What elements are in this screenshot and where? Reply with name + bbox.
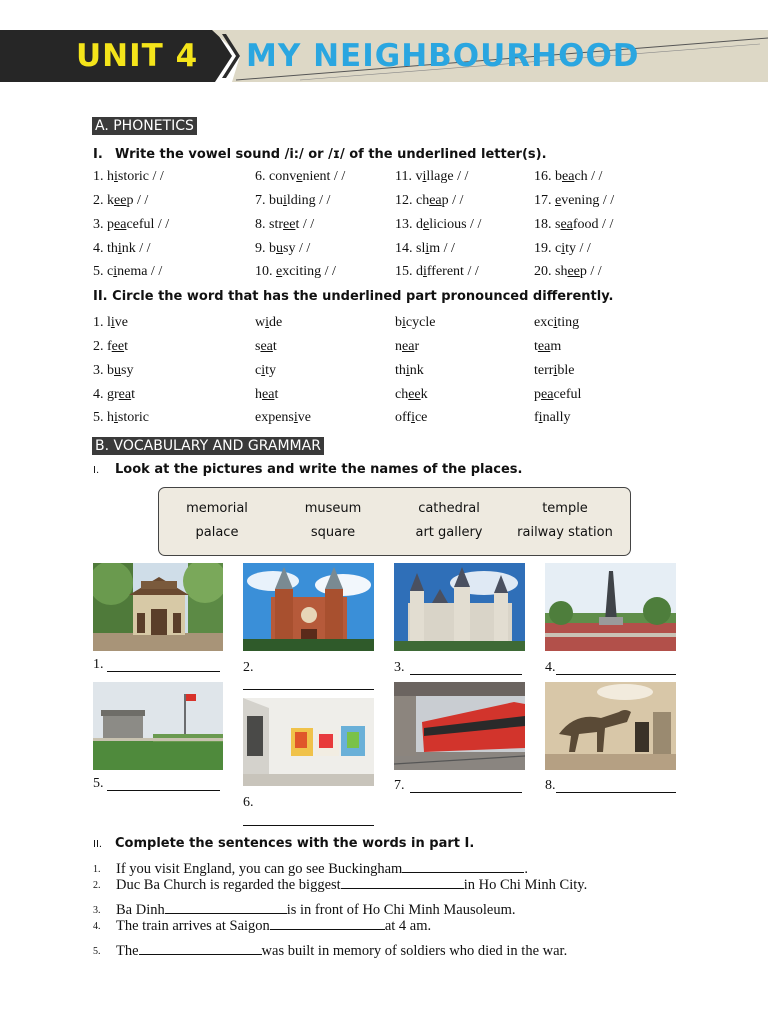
word-item[interactable] (93, 193, 148, 209)
answer-line-7[interactable] (410, 792, 522, 793)
word-part: 1. l (93, 315, 111, 330)
sentence-blank[interactable] (270, 918, 385, 930)
word-part: 1. h (93, 169, 114, 184)
word-item[interactable] (534, 241, 591, 257)
underlined-letters: ea (562, 169, 575, 184)
underlined-letters: e (296, 169, 303, 184)
underlined-letters: ea (402, 339, 415, 354)
task-number: II. (93, 839, 103, 850)
word-part: 17. (534, 193, 555, 208)
picture-temple (93, 563, 223, 651)
word-part: 3. b (93, 363, 114, 378)
section-a-heading: A. PHONETICS (92, 117, 197, 135)
sentence-5 (93, 943, 568, 960)
word-part: terr (534, 363, 554, 378)
word-item[interactable] (255, 410, 311, 426)
word-part: ting (557, 315, 580, 330)
picture-railway-station (394, 682, 525, 770)
word-part: w (255, 315, 266, 330)
word-part: 9. b (255, 241, 276, 256)
word-part: 14. sl (395, 241, 426, 256)
word-part: 19. c (534, 241, 562, 256)
picture-label-7 (394, 778, 405, 794)
word-part: 13. d (395, 217, 423, 232)
underlined-letters: ea (262, 387, 275, 402)
underlined-letters: ea (118, 387, 132, 402)
underlined-letters: ee (283, 217, 296, 232)
word-item[interactable] (93, 241, 151, 257)
word-item[interactable] (534, 169, 602, 185)
label-number: 5. (93, 776, 104, 791)
word-part: t (534, 339, 538, 354)
word-part: ceful / / (126, 217, 170, 232)
word-item[interactable] (255, 169, 345, 185)
answer-line-5[interactable] (107, 790, 220, 791)
sentence-blank[interactable] (139, 943, 262, 955)
word-part: ty / / (565, 241, 591, 256)
sentence-number: 3. (93, 905, 101, 916)
underlined-letters: i (422, 169, 427, 184)
underlined-letters: i (110, 315, 115, 330)
task-b1-instruction (93, 462, 523, 477)
sentence-text: The train arrives at Saigon (116, 918, 270, 934)
picture-label-1 (93, 657, 104, 673)
word-item[interactable] (395, 363, 424, 379)
word-part: t (131, 387, 135, 402)
word-part: cycle (405, 315, 436, 330)
task-a2-instruction (93, 289, 613, 304)
underlined-letters: u (276, 241, 283, 256)
answer-line-8[interactable] (556, 792, 676, 793)
word-part: ble (557, 363, 575, 378)
word-part: 5. c (93, 264, 114, 279)
picture-label-4 (545, 660, 556, 676)
word-item[interactable] (93, 387, 135, 403)
underlined-letters: i (114, 169, 118, 184)
sentence-blank[interactable] (402, 861, 524, 873)
word-item[interactable] (93, 410, 149, 426)
word-item[interactable] (93, 217, 169, 233)
answer-line-2[interactable] (243, 689, 374, 690)
word-part: 12. ch (395, 193, 430, 208)
word-item[interactable] (395, 387, 428, 403)
word-part: 7. bu (255, 193, 283, 208)
word-part: 6. conv (255, 169, 297, 184)
underlined-letters: i (423, 264, 427, 279)
task-b2-instruction (93, 836, 474, 851)
sentence-text: Duc Ba Church is regarded the biggest (116, 877, 341, 893)
sentence-text: . (524, 861, 528, 877)
word-part: 2. k (93, 193, 114, 208)
sentence-text: If you visit England, you can go see Buckingham (116, 861, 403, 877)
task-number: I. (93, 465, 100, 476)
word-item[interactable] (395, 410, 427, 426)
underlined-letters: e (276, 264, 283, 279)
word-item[interactable] (395, 315, 435, 331)
word-part: b (395, 315, 402, 330)
picture-art-gallery (243, 698, 374, 786)
word-part: xciting / / (282, 264, 336, 279)
word-part: llage / / (426, 169, 469, 184)
label-number: 3. (394, 660, 405, 675)
sentence-number: 2. (93, 880, 101, 891)
underlined-letters: ee (111, 339, 125, 354)
word-part: 16. b (534, 169, 562, 184)
label-number: 2. (243, 660, 254, 675)
underlined-letters: i (405, 363, 410, 378)
task-text: Write the vowel sound /i:/ or /ɪ/ of the underlined letter(s). (115, 147, 547, 162)
underlined-letters: ea (560, 217, 573, 232)
word-part: 18. s (534, 217, 561, 232)
word-item[interactable] (395, 193, 463, 209)
sentence-number: 4. (93, 921, 101, 932)
word-part: 3. p (93, 217, 114, 232)
word-item[interactable] (255, 363, 276, 379)
sentence-text: at 4 am. (384, 918, 432, 934)
word-part: 4. th (93, 241, 118, 256)
word-item[interactable] (395, 241, 455, 257)
answer-line-6[interactable] (243, 825, 374, 826)
word-part: storic (117, 410, 149, 425)
underlined-letters: ea (114, 217, 127, 232)
word-part: exc (534, 315, 554, 330)
sentence-number: 1. (93, 864, 101, 875)
word-bank-item: square (310, 525, 356, 540)
word-part: nema / / (117, 264, 163, 279)
word-part: ce (414, 410, 428, 425)
word-part: m / / (429, 241, 455, 256)
picture-cathedral (243, 563, 374, 651)
word-part: 4. gr (93, 387, 119, 402)
word-bank-box (158, 487, 631, 556)
sentence-blank[interactable] (341, 877, 464, 889)
word-item[interactable] (93, 339, 128, 355)
task-text: Circle the word that has the underlined part pronounced differently. (112, 289, 614, 304)
word-item[interactable] (534, 339, 561, 355)
word-bank-item: museum (304, 501, 362, 516)
word-part: nally (542, 410, 571, 425)
underlined-letters: i (117, 241, 122, 256)
sentence-text: in Ho Chi Minh City. (463, 877, 588, 893)
word-part: 8. str (255, 217, 283, 232)
underlined-letters: i (411, 410, 415, 425)
word-item[interactable] (255, 241, 310, 257)
word-item[interactable] (93, 264, 162, 280)
picture-museum (545, 682, 676, 770)
picture-label-8 (545, 778, 556, 794)
label-number: 7. (394, 778, 405, 793)
word-part: ty (265, 363, 276, 378)
word-part: t (272, 339, 277, 354)
word-part: de (269, 315, 283, 330)
word-item[interactable] (255, 339, 277, 355)
picture-label-5 (93, 776, 104, 792)
underlined-letters: ea (537, 339, 551, 354)
word-part: nk / / (121, 241, 151, 256)
label-number: 1. (93, 657, 104, 672)
task-text: Complete the sentences with the words in part I. (115, 836, 475, 851)
underlined-letters: ea (429, 193, 442, 208)
word-part: sy / / (283, 241, 311, 256)
word-item[interactable] (395, 264, 479, 280)
word-part: h (255, 387, 262, 402)
word-item[interactable] (395, 169, 468, 185)
word-bank-item: temple (542, 501, 588, 516)
word-part: p / / (441, 193, 464, 208)
sentence-2 (93, 877, 588, 894)
word-item[interactable] (395, 217, 481, 233)
label-number: 6. (243, 795, 254, 810)
sentence-1 (93, 861, 528, 878)
answer-line-4[interactable] (556, 674, 676, 675)
word-part: nk (409, 363, 424, 378)
word-item[interactable] (395, 339, 419, 355)
picture-label-2 (243, 660, 254, 676)
label-number: 4. (545, 660, 556, 675)
answer-line-1[interactable] (107, 671, 220, 672)
task-number: I. (93, 147, 103, 162)
word-part: 2. f (93, 339, 112, 354)
word-part: fferent / / (426, 264, 479, 279)
word-part: 11. v (395, 169, 423, 184)
underlined-letters: i (293, 410, 298, 425)
word-part: ve (297, 410, 311, 425)
word-item[interactable] (534, 217, 613, 233)
underlined-letters: i (283, 193, 287, 208)
word-item[interactable] (255, 217, 314, 233)
word-part: p / / (579, 264, 602, 279)
word-item[interactable] (534, 387, 581, 403)
underlined-letters: ee (114, 193, 127, 208)
underlined-letters: ea (260, 339, 273, 354)
underlined-letters: e (423, 217, 430, 232)
underlined-letters: i (553, 315, 558, 330)
word-item[interactable] (534, 363, 574, 379)
word-part: t (124, 339, 128, 354)
word-part: m (550, 339, 562, 354)
word-part: food / / (572, 217, 614, 232)
section-b-heading: B. VOCABULARY AND GRAMMAR (92, 437, 324, 455)
word-item[interactable] (255, 315, 282, 331)
answer-line-3[interactable] (410, 674, 522, 675)
underlined-letters: ee (408, 387, 421, 402)
word-part: p / / (126, 193, 149, 208)
underlined-letters: i (553, 363, 558, 378)
word-part: k (420, 387, 428, 402)
word-item[interactable] (255, 264, 336, 280)
word-item[interactable] (93, 315, 128, 331)
word-part: ch / / (574, 169, 603, 184)
underlined-letters: ee (567, 264, 580, 279)
word-part: licious / / (429, 217, 482, 232)
sentence-number: 5. (93, 946, 101, 957)
underlined-letters: i (261, 363, 266, 378)
word-bank-item: railway station (517, 525, 613, 540)
word-part: 10. (255, 264, 276, 279)
task-text: Look at the pictures and write the names of the places. (115, 462, 523, 477)
underlined-letters: i (114, 410, 118, 425)
underlined-letters: e (555, 193, 562, 208)
word-part: c (255, 363, 262, 378)
underlined-letters: i (538, 410, 543, 425)
unit-number: UNIT 4 (76, 38, 199, 74)
word-part: t (274, 387, 279, 402)
word-part: sy (121, 363, 134, 378)
word-part: off (395, 410, 412, 425)
sentence-text: The (116, 943, 139, 959)
word-part: ceful (553, 387, 582, 402)
word-part: storic / / (117, 169, 164, 184)
word-part: p (534, 387, 541, 402)
underlined-letters: i (265, 315, 270, 330)
word-part: 15. d (395, 264, 423, 279)
word-item[interactable] (93, 363, 133, 379)
word-part: s (255, 339, 261, 354)
word-item[interactable] (534, 193, 614, 209)
word-item[interactable] (534, 410, 571, 426)
word-part: 5. h (93, 410, 114, 425)
picture-memorial (545, 563, 676, 651)
label-number: 8. (545, 778, 556, 793)
word-item[interactable] (255, 193, 330, 209)
word-part: lding / / (286, 193, 331, 208)
underlined-letters: i (561, 241, 566, 256)
word-bank-item: palace (195, 525, 239, 540)
underlined-letters: i (402, 315, 406, 330)
picture-label-3 (394, 660, 405, 676)
word-part: vening / / (561, 193, 615, 208)
word-part: nient / / (302, 169, 346, 184)
sentence-3 (93, 902, 516, 919)
underlined-letters: u (114, 363, 121, 378)
sentence-text: is in front of Ho Chi Minh Mausoleum. (286, 902, 516, 918)
picture-castle (394, 563, 525, 651)
word-bank-item: art gallery (415, 525, 483, 540)
word-item[interactable] (534, 315, 579, 331)
task-number: II. (93, 289, 108, 304)
word-part: f (534, 410, 539, 425)
sentence-text: Ba Dinh (116, 902, 165, 918)
word-part: 20. sh (534, 264, 568, 279)
sentence-4 (93, 918, 432, 935)
word-part: n (395, 339, 402, 354)
underlined-letters: i (113, 264, 118, 279)
underlined-letters: i (425, 241, 430, 256)
word-item[interactable] (255, 387, 278, 403)
word-part: th (395, 363, 406, 378)
picture-label-6 (243, 795, 254, 811)
underlined-letters: ea (541, 387, 554, 402)
word-part: t / / (295, 217, 315, 232)
word-part: r (414, 339, 420, 354)
picture-square (93, 682, 223, 770)
task-a1-instruction (93, 147, 547, 162)
sentence-blank[interactable] (165, 902, 287, 914)
sentence-text: was built in memory of soldiers who died in the war. (261, 943, 568, 959)
word-item[interactable] (534, 264, 602, 280)
word-part: expens (255, 410, 294, 425)
word-item[interactable] (93, 169, 164, 185)
word-part: ve (114, 315, 128, 330)
word-part: ch (395, 387, 409, 402)
word-bank-item: cathedral (418, 501, 480, 516)
unit-topic: MY NEIGHBOURHOOD (246, 38, 640, 74)
word-bank-item: memorial (186, 501, 248, 516)
